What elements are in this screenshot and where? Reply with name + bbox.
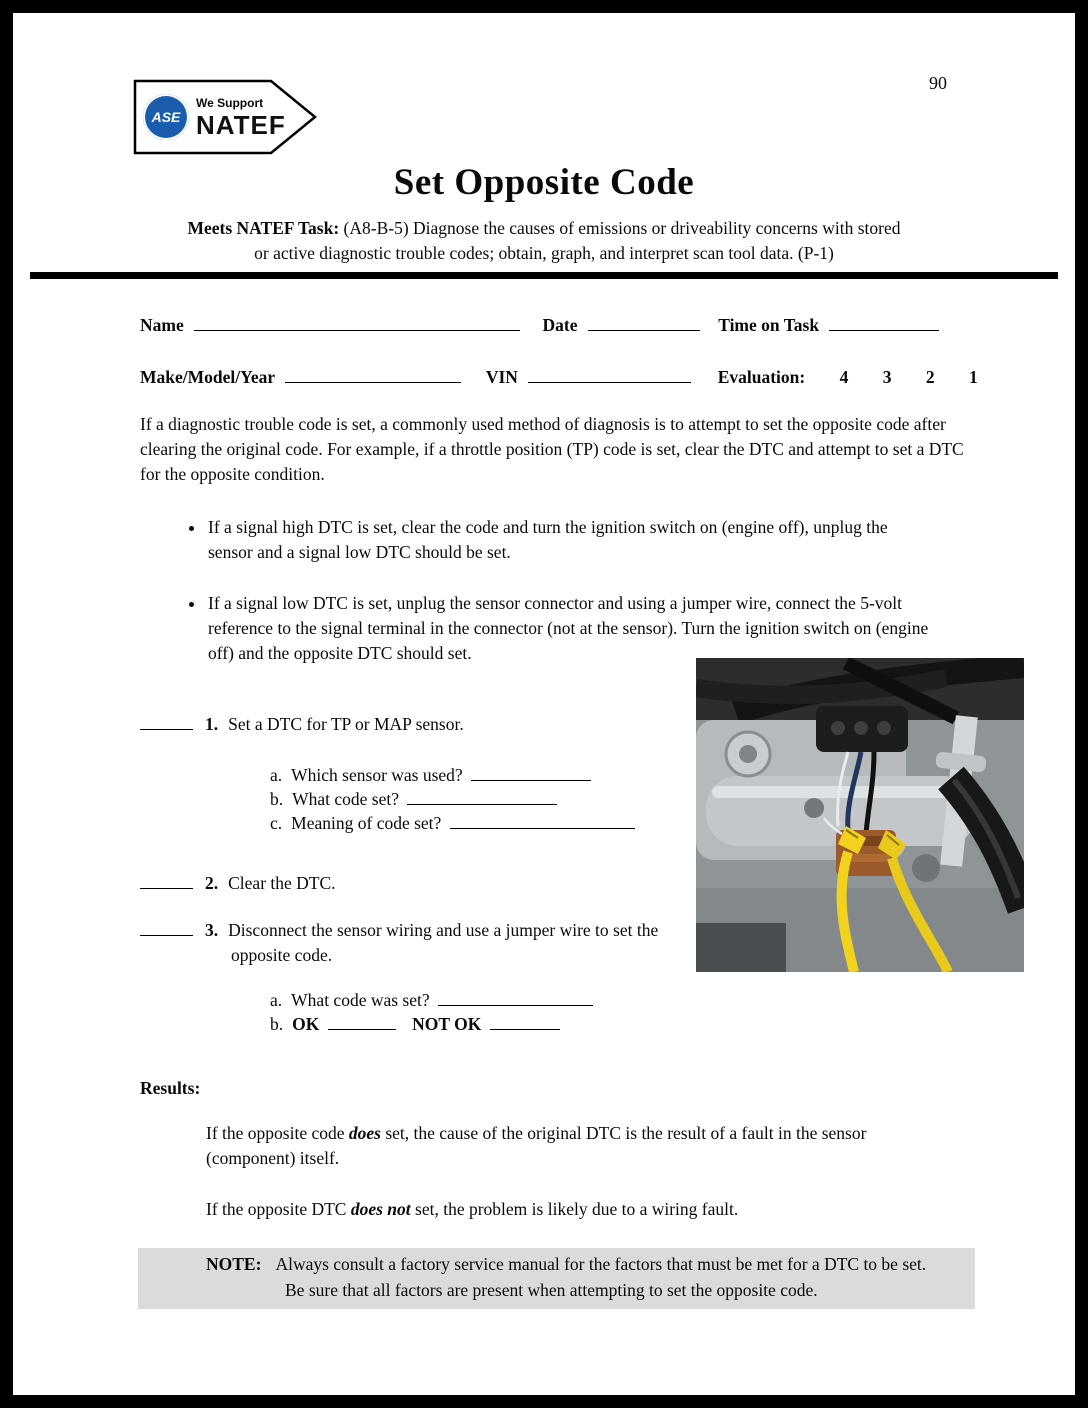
form-row-1 (140, 313, 975, 338)
step-3b-letter: b. (270, 1014, 284, 1034)
step-2-blank (140, 874, 193, 889)
bullet-item-signal-high: • If a signal high DTC is set, clear the code and turn the ignition switch on (engine off), unplug the sensor and a signal low DTC should be set. (206, 515, 930, 565)
results-p2-italic: does not (350, 1199, 411, 1219)
page-title: Set Opposite Code (393, 162, 695, 203)
step-1b-letter: b. (270, 789, 284, 809)
step-3a-blank (438, 991, 593, 1006)
results-paragraph-2 (206, 1197, 954, 1222)
step-1c-text: Meaning of code set? (291, 813, 442, 833)
step-2 (140, 871, 688, 896)
step-1-subquestions (270, 763, 688, 835)
ok-label: OK (292, 1014, 320, 1034)
ase-logo-text: ASE (151, 109, 181, 125)
header-divider (30, 272, 1058, 279)
evaluation-value-1: 1 (968, 367, 978, 387)
name-label: Name (140, 315, 184, 335)
step-3b (270, 1012, 688, 1036)
step-1b (270, 787, 688, 811)
step-3a-letter: a. (270, 990, 283, 1010)
logo-we-support-text: We Support (196, 95, 264, 110)
step-1a-letter: a. (270, 765, 283, 785)
meets-task-label: Meets NATEF Task: (187, 218, 340, 238)
form-row-2 (140, 365, 978, 390)
results-p2-prefix: If the opposite DTC (206, 1199, 351, 1219)
vin-label: VIN (485, 367, 518, 387)
note-label: NOTE: (206, 1254, 262, 1274)
natef-logo (133, 65, 318, 163)
step-3 (140, 918, 688, 968)
step-3a (270, 988, 688, 1012)
sensor-connector (816, 706, 908, 752)
logo-natef-text: NATEF (196, 109, 286, 140)
step-1-blank (140, 715, 193, 730)
name-blank (194, 316, 520, 331)
note-paragraph (138, 1251, 948, 1303)
date-label: Date (542, 315, 578, 335)
step-3-subquestions (270, 988, 688, 1036)
note-text: Always consult a factory service manual for the factors that must be met for a DTC to be set. Be sure that all factors are present when attempting to set the opposite code. (275, 1254, 927, 1300)
step-2-text: Clear the DTC. (228, 873, 336, 893)
step-3-blank (140, 921, 193, 936)
step-1b-blank (407, 790, 557, 805)
results-paragraph-1 (206, 1121, 954, 1171)
intro-paragraph: If a diagnostic trouble code is set, a commonly used method of diagnosis is to attempt to set the opposite code after clearing the original code. For example, if a throttle position (TP) code is set, clear the DTC and attempt to set a DTC for the opposite condition. (140, 414, 964, 484)
step-1c-letter: c. (270, 813, 283, 833)
bullet-list (140, 515, 930, 666)
bullet-item-signal-low: • If a signal low DTC is set, unplug the sensor connector and using a jumper wire, connect the 5-volt reference to the signal terminal in the connector (not at the sensor). Turn the ignition switch on (engine off) and the opposite DTC should set. (206, 591, 930, 666)
step-1a-text: Which sensor was used? (291, 765, 463, 785)
step-1-number: 1. (205, 714, 219, 734)
evaluation-value-4: 4 (839, 367, 849, 387)
ok-blank (328, 1015, 396, 1030)
note-block (138, 1248, 975, 1309)
step-1c (270, 811, 688, 835)
step-3a-text: What code was set? (291, 990, 430, 1010)
step-3-number: 3. (205, 920, 219, 940)
evaluation-label: Evaluation: (717, 367, 806, 387)
date-blank (588, 316, 700, 331)
make-model-year-blank (285, 368, 461, 383)
engine-photo-illustration (696, 658, 1024, 972)
step-2-number: 2. (205, 873, 219, 893)
page-number: 90 (929, 73, 947, 93)
step-1b-text: What code set? (292, 789, 400, 809)
vin-blank (528, 368, 691, 383)
results-label: Results: (140, 1078, 201, 1098)
not-ok-blank (490, 1015, 560, 1030)
step-3-text: Disconnect the sensor wiring and use a jumper wire to set the opposite code. (228, 920, 659, 965)
time-on-task-blank (829, 316, 939, 331)
results-p1-italic: does (348, 1123, 381, 1143)
step-1a-blank (471, 766, 591, 781)
meets-task-line1: (A8-B-5) Diagnose the causes of emissions or driveability concerns with stored (343, 218, 901, 238)
step-1a (270, 763, 688, 787)
meets-task-line2: or active diagnostic trouble codes; obtain, graph, and interpret scan tool data. (P-1) (254, 243, 834, 263)
not-ok-label: NOT OK (412, 1014, 482, 1034)
step-1-text: Set a DTC for TP or MAP sensor. (228, 714, 464, 734)
evaluation-value-3: 3 (882, 367, 892, 387)
ase-logo-icon (143, 94, 189, 140)
step-1 (140, 712, 688, 737)
results-p1-prefix: If the opposite code (206, 1123, 349, 1143)
make-model-year-label: Make/Model/Year (140, 367, 276, 387)
engine-photo (696, 658, 1024, 972)
evaluation-value-2: 2 (925, 367, 935, 387)
results-p1-suffix: set, the cause of the original DTC is the result of a fault in the sensor (component) itself. (206, 1123, 867, 1168)
steps-section (140, 712, 688, 1036)
step-1c-blank (450, 814, 635, 829)
time-on-task-label: Time on Task (718, 315, 820, 335)
results-p2-suffix: set, the problem is likely due to a wiring fault. (410, 1199, 739, 1219)
natef-task-description (13, 216, 1075, 266)
